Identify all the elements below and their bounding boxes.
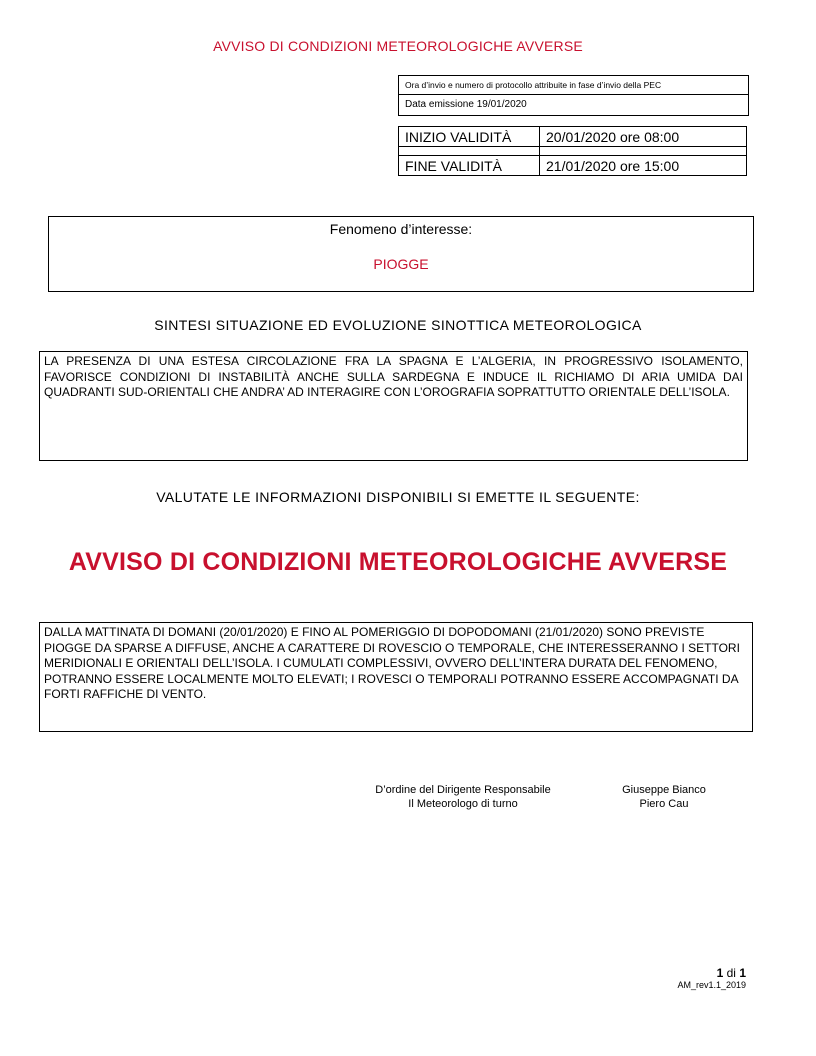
warning-title: AVVISO DI CONDIZIONI METEOROLOGICHE AVVERSE <box>68 548 728 576</box>
synopsis-title: SINTESI SITUAZIONE ED EVOLUZIONE SINOTTICA METEOROLOGICA <box>154 317 642 333</box>
validity-end-value: 21/01/2020 ore 15:00 <box>540 156 747 176</box>
signature-role-1: D’ordine del Dirigente Responsabile <box>375 784 551 796</box>
page-number <box>700 966 746 980</box>
phenomenon-box <box>48 216 754 292</box>
validity-table <box>398 126 747 176</box>
signature-name-1: Giuseppe Bianco <box>622 784 706 796</box>
emission-date: Data emissione 19/01/2020 <box>399 94 748 115</box>
page-separator: di <box>726 966 736 980</box>
validity-start-value: 20/01/2020 ore 08:00 <box>540 127 747 147</box>
phenomenon-value: PIOGGE <box>373 256 429 272</box>
signature-roles <box>356 783 570 811</box>
synopsis-text: LA PRESENZA DI UNA ESTESA CIRCOLAZIONE FRA LA SPAGNA E L’ALGERIA, IN PROGRESSIVO ISOLAMENTO, FAVORISCE CONDIZIONI DI INSTABILITÀ ANCHE SULLA SARDEGNA E INDUCE IL RICHIAMO DI ARIA UMIDA DAI QUADRANTI SUD-ORIENTALI CHE ANDRA’ AD INTERAGIRE CON L’OROGRAFIA SOPRATTUTTO ORIENTALE DELL’ISOLA. <box>39 351 748 461</box>
signature-name-2: Piero Cau <box>639 798 689 810</box>
signature-names <box>604 783 724 811</box>
warning-text: DALLA MATTINATA DI DOMANI (20/01/2020) E FINO AL POMERIGGIO DI DOPODOMANI (21/01/2020) SONO PREVISTE PIOGGE DA SPARSE A DIFFUSE, ANCHE A CARATTERE DI ROVESCIO O TEMPORALE, CHE INTERESSERANNO I SETTORI MERIDIONALI E ORIENTALI DELL’ISOLA. I CUMULATI COMPLESSIVI, OVVERO DELL’INTERA DURATA DEL FENOMENO, POTRANNO ESSERE LOCALMENTE MOLTO ELEVATI; I ROVESCI O TEMPORALI POTRANNO ESSERE ACCOMPAGNATI DA FORTI RAFFICHE DI VENTO. <box>39 622 753 732</box>
page-total: 1 <box>739 966 746 980</box>
validity-start-row <box>399 127 747 147</box>
signature-role-2: Il Meteorologo di turno <box>408 798 518 810</box>
page-current: 1 <box>716 966 724 980</box>
emission-statement: VALUTATE LE INFORMAZIONI DISPONIBILI SI EMETTE IL SEGUENTE: <box>156 489 640 505</box>
validity-end-row <box>399 156 747 176</box>
validity-start-label: INIZIO VALIDITÀ <box>399 127 540 147</box>
validity-end-label: FINE VALIDITÀ <box>399 156 540 176</box>
header-title: AVVISO DI CONDIZIONI METEOROLOGICHE AVVERSE <box>213 38 583 54</box>
protocol-box <box>398 75 749 116</box>
document-code: AM_rev1.1_2019 <box>677 980 746 990</box>
protocol-note: Ora d’invio e numero di protocollo attribuite in fase d’invio della PEC <box>405 80 662 90</box>
phenomenon-label: Fenomeno d’interesse: <box>329 221 473 237</box>
